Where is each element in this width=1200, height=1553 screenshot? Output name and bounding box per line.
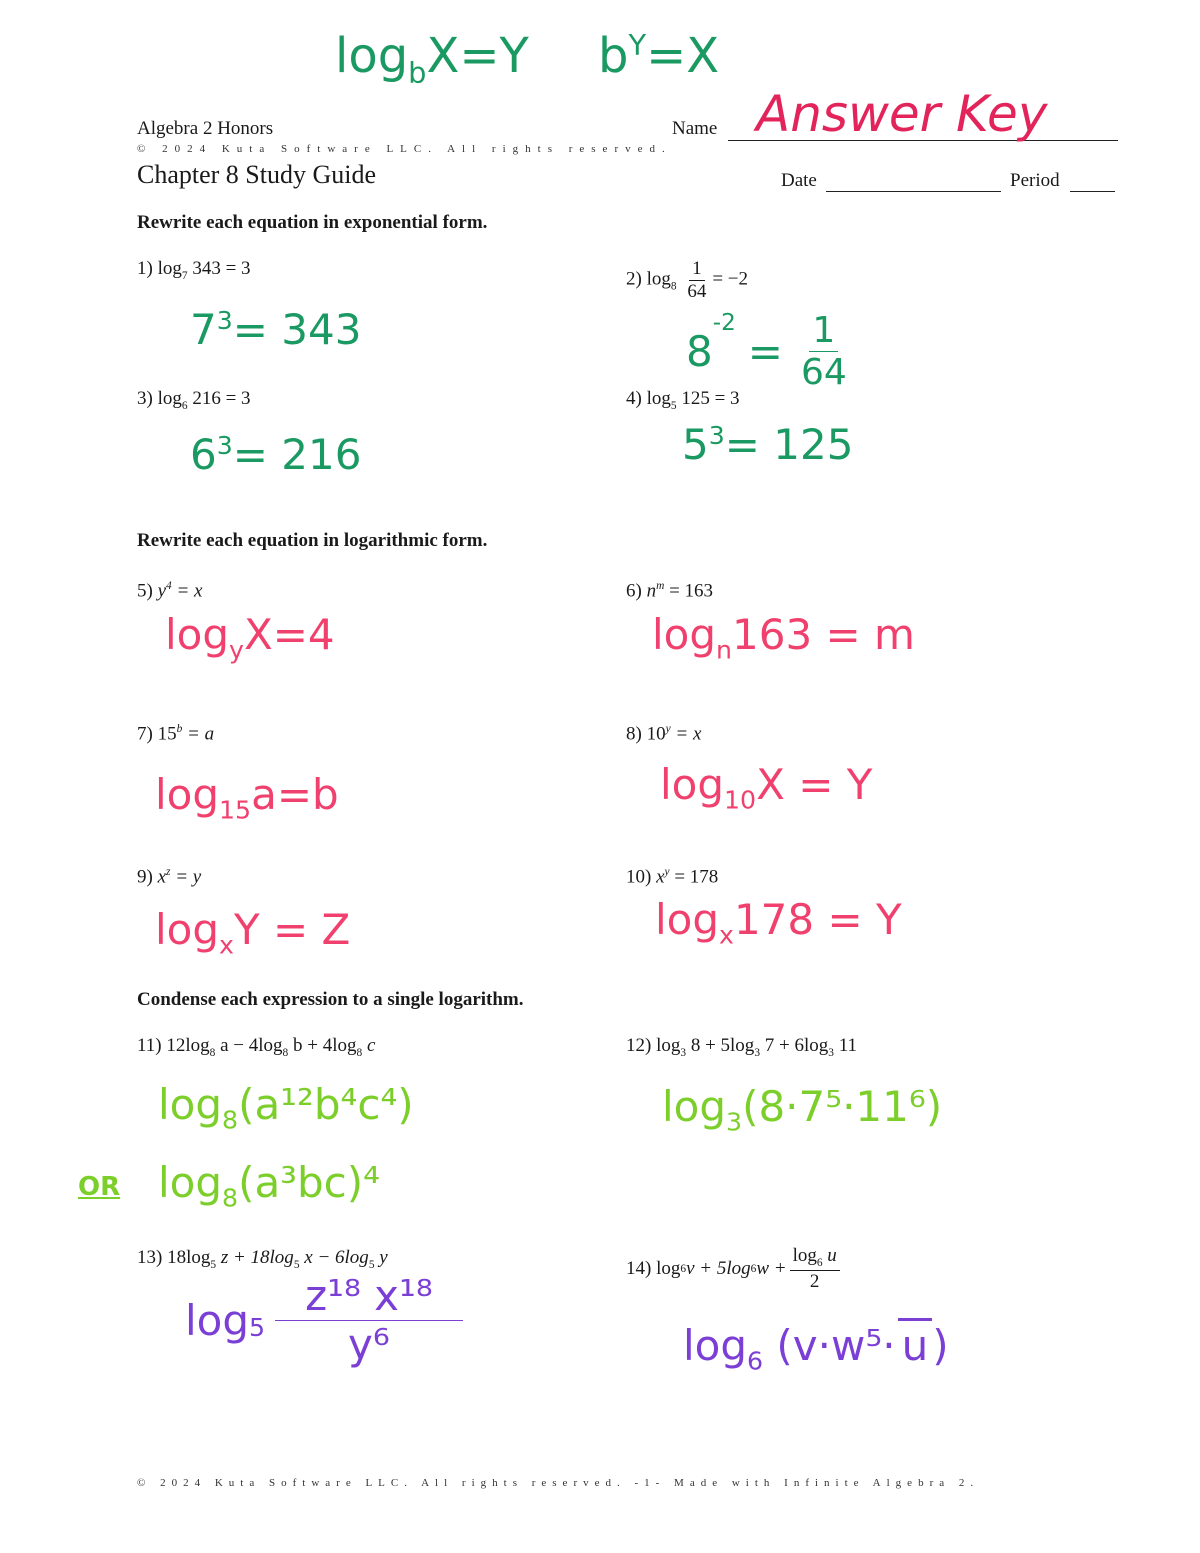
answer-1: $7^3= 343$ [190,305,362,354]
problem-10: 10) $x^y = 178$ [626,866,719,888]
answer-5: $\log_yX=4$ [165,610,335,665]
problem-11: 11) $12\log_8$ $a - 4\log_8$ $b + 4\log_8$ c [137,1035,376,1059]
problem-9: 9) $x^z = y$ [137,866,202,888]
problem-5: 5) $y^4 = x$ [137,580,203,602]
problem-4: 4) $\log_5 125 = 3$ [626,388,740,412]
page-title: Chapter 8 Study Guide [137,160,377,189]
problem-8: 8) $10^y = x$ [626,723,702,745]
problem-12: 12) $\log_3 8 + 5\log_3$ $7 + 6\log_3$ 11 [626,1035,858,1059]
answer-7: $\log_{15}a=b$ [155,770,339,825]
answer-10: $\log_x178 = Y$ [655,895,902,950]
answer-11-alternate: $\log_8(a^3bc)^4$ [158,1158,380,1213]
period-label: Period [1010,170,1060,191]
section-heading-logarithmic: Rewrite each equation in logarithmic form. [137,530,488,551]
or-label: OR [78,1172,121,1202]
answer-4: $5^3= 125$ [682,420,854,469]
problem-7: 7) $15^b = a$ [137,723,215,745]
name-value: Answer Key [756,85,1048,143]
problem-6: 6) $n^m = 163$ [626,580,714,602]
answer-12: $\log_3(8\cdot 7^5\cdot 11^6)$ [662,1082,943,1137]
answer-11: $\log_8(a^{12}b^4c^4)$ [158,1080,414,1135]
problem-3: 3) $\log_6 216 = 3$ [137,388,251,412]
footer-copyright: © 2024 Kuta Software LLC. All rights reserved. -1- Made with Infinite Algebra 2. [137,1477,980,1489]
answer-8: $\log_{10}X = Y$ [660,760,873,815]
answer-9: $\log_xY = Z$ [155,905,351,960]
square-root-icon: u [898,1318,933,1370]
answer-6: $\log_n163 = m$ [652,610,915,665]
problem-1: 1) $\log_7 343 = 3$ [137,258,251,282]
name-label: Name [672,118,718,139]
copyright-line: © 2024 Kuta Software LLC. All rights reserved. [137,143,672,155]
answer-14: $\log_6 (v\cdot w^5\cdot u)$ [683,1318,949,1375]
section-heading-condense: Condense each expression to a single logarithm. [137,989,524,1010]
section-heading-exponential: Rewrite each equation in exponential form. [137,212,488,233]
top-note-exponential-definition: $b^Y=X$ [598,28,720,84]
period-underline [1070,191,1115,192]
problem-2: 2) $\log_8$ $\frac{1}{64}$ = −2 [626,258,748,302]
answer-3: $6^3= 216$ [190,430,362,479]
date-underline [826,191,1001,192]
answer-13: log 5 $\frac{\text{z¹⁸ x¹⁸}}{\text{y⁶}}$ [185,1272,466,1370]
problem-14: 14) log 6 v + 5log 6 w + $\frac{\log_6 u}{2}$ [626,1245,843,1293]
course-name: Algebra 2 Honors [137,118,274,139]
answer-2: 8 $^{-2}$ = $\frac{1}{64}$ [686,310,847,394]
date-label: Date [781,170,817,191]
top-note-log-definition: $\log_bX=Y$ [335,28,529,90]
problem-13: 13) $18\log_5$ $z + 18\log_5$ $x - 6\log_5$ y [137,1247,388,1271]
